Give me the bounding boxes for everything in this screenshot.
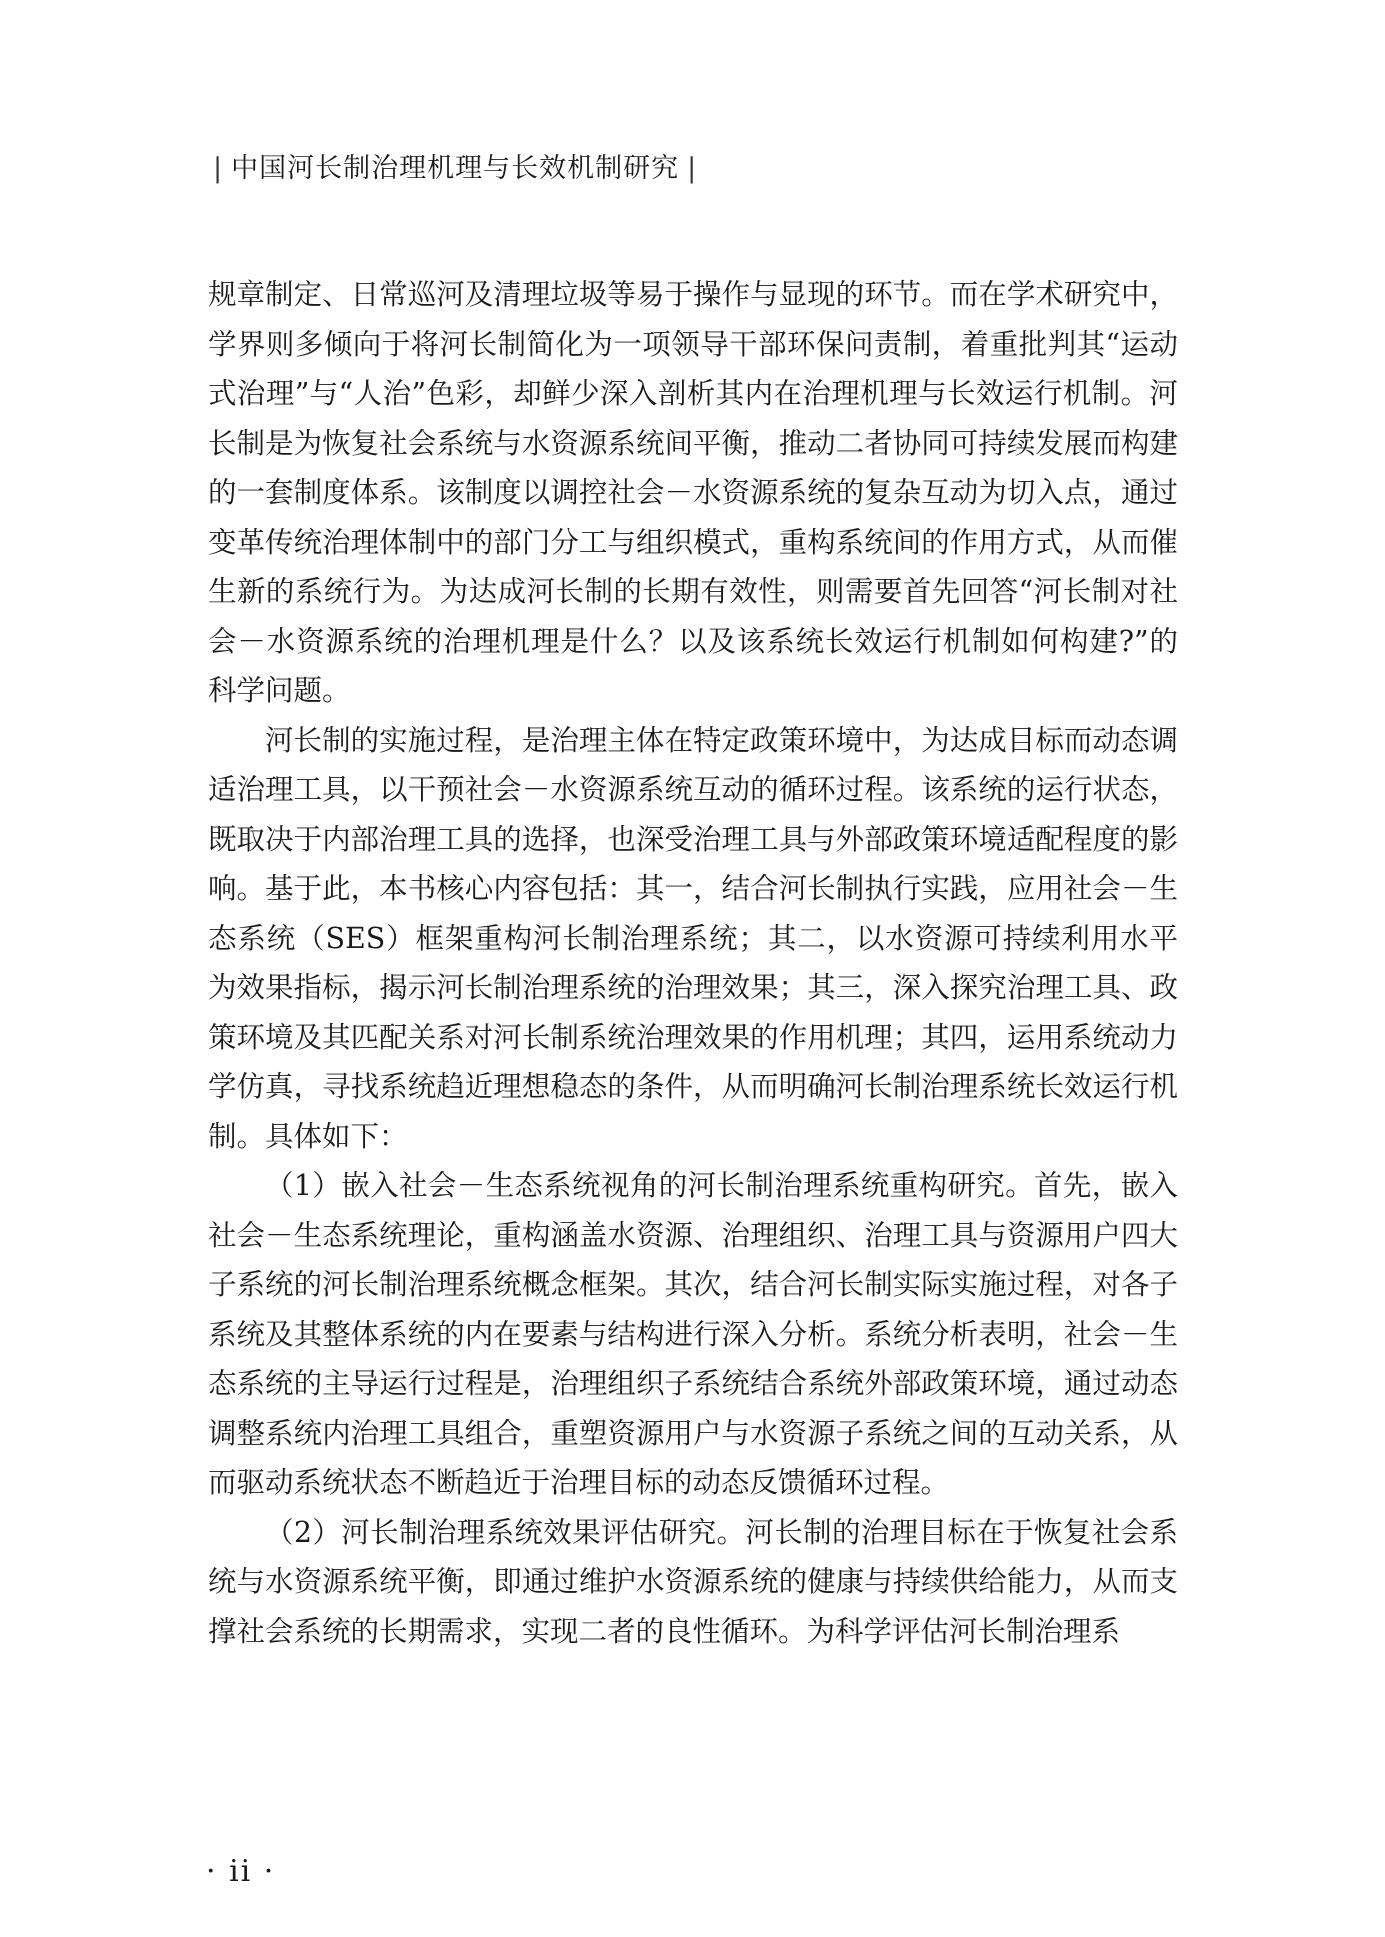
paragraph-item-1: （1）嵌入社会－生态系统视角的河长制治理系统重构研究。首先，嵌入社会－生态系统理论，重构涵盖水资源、治理组织、治理工具与资源用户四大子系统的河长制治理系统概念框架。其次，结合河长制实际实施过程，对各子系统及其整体系统的内在要素与结构进行深入分析。系统分析表明，社会－生态系统的主导运行过程是，治理组织子系统结合系统外部政策环境，通过动态调整系统内治理工具组合，重塑资源用户与水资源子系统之间的互动关系，从而驱动系统状态不断趋近于治理目标的动态反馈循环过程。 xyxy=(208,1169,1178,1499)
header-title: 中国河长制治理机理与长效机制研究 xyxy=(231,153,680,184)
paragraph-implementation: 河长制的实施过程，是治理主体在特定政策环境中，为达成目标而动态调适治理工具，以干预社会－水资源系统互动的循环过程。该系统的运行状态，既取决于内部治理工具的选择，也深受治理工具与外部政策环境适配程度的影响。基于此，本书核心内容包括：其一，结合河长制执行实践，应用社会－生态系统（SES）框架重构河长制治理系统；其二，以水资源可持续利用水平为效果指标，揭示河长制治理系统的治理效果；其三，深入探究治理工具、政策环境及其匹配关系对河长制系统治理效果的作用机理；其四，运用系统动力学仿真，寻找系统趋近理想稳态的条件，从而明确河长制治理系统长效运行机制。具体如下： xyxy=(208,723,1178,1153)
header-bar-right: | xyxy=(687,153,698,184)
body-text xyxy=(208,270,1178,1656)
header-bar-left: | xyxy=(213,153,224,184)
paragraph-continued: 规章制定、日常巡河及清理垃圾等易于操作与显现的环节。而在学术研究中，学界则多倾向于将河长制简化为一项领导干部环保问责制，着重批判其“运动式治理”与“人治”色彩，却鲜少深入剖析其内在治理机理与长效运行机制。河长制是为恢复社会系统与水资源系统间平衡，推动二者协同可持续发展而构建的一套制度体系。该制度以调控社会－水资源系统的复杂互动为切入点，通过变革传统治理体制中的部门分工与组织模式，重构系统间的作用方式，从而催生新的系统行为。为达成河长制的长期有效性，则需要首先回答“河长制对社会－水资源系统的治理机理是什么？以及该系统长效运行机制如何构建?”的科学问题。 xyxy=(208,278,1178,707)
running-header xyxy=(205,146,705,185)
page-number: · ii · xyxy=(206,1854,276,1889)
paragraph-item-2: （2）河长制治理系统效果评估研究。河长制的治理目标在于恢复社会系统与水资源系统平衡，即通过维护水资源系统的健康与持续供给能力，从而支撑社会系统的长期需求，实现二者的良性循环。为科学评估河长制治理系 xyxy=(208,1515,1178,1648)
